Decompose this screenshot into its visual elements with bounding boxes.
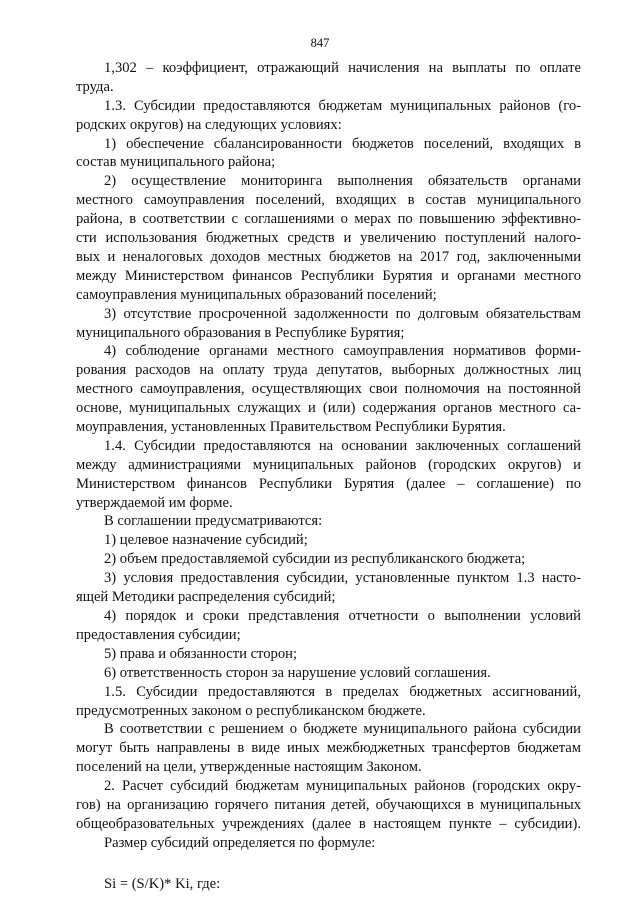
text-line: 6) ответственность сторон за нарушение условий соглашения. <box>104 664 491 681</box>
text-line: труда. <box>76 78 114 95</box>
text-line: сти использования бюджетных средств и увеличению поступлений налого- <box>76 230 581 247</box>
text-line: 1.3. Субсидии предоставляются бюджетам муниципальных районов (го- <box>104 97 581 114</box>
text-line: 1.4. Субсидии предоставляются на основании заключенных соглашений <box>104 437 581 454</box>
text-line: местного самоуправления поселений, входящих в состав муниципального <box>76 192 581 209</box>
text-line: 2. Расчет субсидий бюджетам муниципальных районов (городских окру- <box>104 778 581 795</box>
formula: Si = (S/K)* Ki, где: <box>104 875 221 892</box>
text-line: вых и неналоговых доходов местных бюджетов на 2017 год, заключенными <box>76 248 581 265</box>
text-line: родских округов) на следующих условиях: <box>76 116 342 133</box>
text-line: общеобразовательных учреждениях (далее в настоящем пункте – субсидии). <box>76 815 581 832</box>
text-line: между Министерством финансов Республики Бурятия и органами местного <box>76 267 581 284</box>
text-line: 2) объем предоставляемой субсидии из республиканского бюджета; <box>104 551 526 568</box>
text-line: утверждаемой им форме. <box>76 494 233 511</box>
page-number: 847 <box>310 36 330 50</box>
text-line: 5) права и обязанности сторон; <box>104 645 297 662</box>
text-line: 1.5. Субсидии предоставляются в пределах бюджетных ассигнований, <box>104 683 581 700</box>
text-line: могут быть направлены в виде иных межбюджетных трансфертов бюджетам <box>76 740 581 757</box>
text-line: рования расходов на оплату труда депутатов, выборных должностных лиц <box>76 362 581 379</box>
text-line: В соответствии с решением о бюджете муниципального района субсидии <box>104 721 581 738</box>
text-lines <box>76 59 581 853</box>
text-line: района, в соответствии с соглашениями о мерах по повышению эффективно- <box>76 211 581 228</box>
text-line: 1) обеспечение сбалансированности бюджетов поселений, входящих в <box>104 135 581 152</box>
text-line: поселений на цели, утвержденные настоящим Законом. <box>76 759 422 776</box>
text-line: ящей Методики распределения субсидий; <box>76 589 336 606</box>
text-line: предусмотренных законом о республиканском бюджете. <box>76 702 426 719</box>
text-line: самоуправления муниципальных образований поселений; <box>76 286 437 303</box>
text-line: 2) осуществление мониторинга выполнения обязательств органами <box>104 173 581 190</box>
text-line: предоставления субсидии; <box>76 626 241 643</box>
text-line: 3) отсутствие просроченной задолженности по долговым обязательствам <box>104 305 581 322</box>
text-line: муниципального образования в Республике Бурятия; <box>76 324 405 341</box>
text-line: между администрациями муниципальных районов (городских округов) и <box>76 456 581 473</box>
text-line: моуправления, установленных Правительством Республики Бурятия. <box>76 419 506 435</box>
text-line: Министерством финансов Республики Бурятия (далее – соглашение) по <box>76 475 581 492</box>
text-line: 1,302 – коэффициент, отражающий начисления на выплаты по оплате <box>104 60 581 76</box>
text-line: основе, муниципальных служащих и (или) содержания органов местного са- <box>76 400 581 417</box>
text-line: 1) целевое назначение субсидий; <box>104 532 308 549</box>
text-line: Размер субсидий определяется по формуле: <box>104 834 376 851</box>
text-line: местного самоуправления, осуществляющих свои полномочия на постоянной <box>76 381 581 398</box>
spacer <box>76 853 581 875</box>
text-line: 3) условия предоставления субсидии, установленные пунктом 1.3 насто- <box>104 570 581 587</box>
text-line: состав муниципального района; <box>76 154 276 171</box>
text-line: 4) порядок и сроки представления отчетности о выполнении условий <box>104 608 581 624</box>
text-line: гов) на организацию горячего питания детей, обучающихся в муниципальных <box>76 796 581 813</box>
text-line: 4) соблюдение органами местного самоуправления нормативов форми- <box>104 343 581 360</box>
text-line: В соглашении предусматриваются: <box>104 513 323 530</box>
document-body <box>76 59 581 894</box>
